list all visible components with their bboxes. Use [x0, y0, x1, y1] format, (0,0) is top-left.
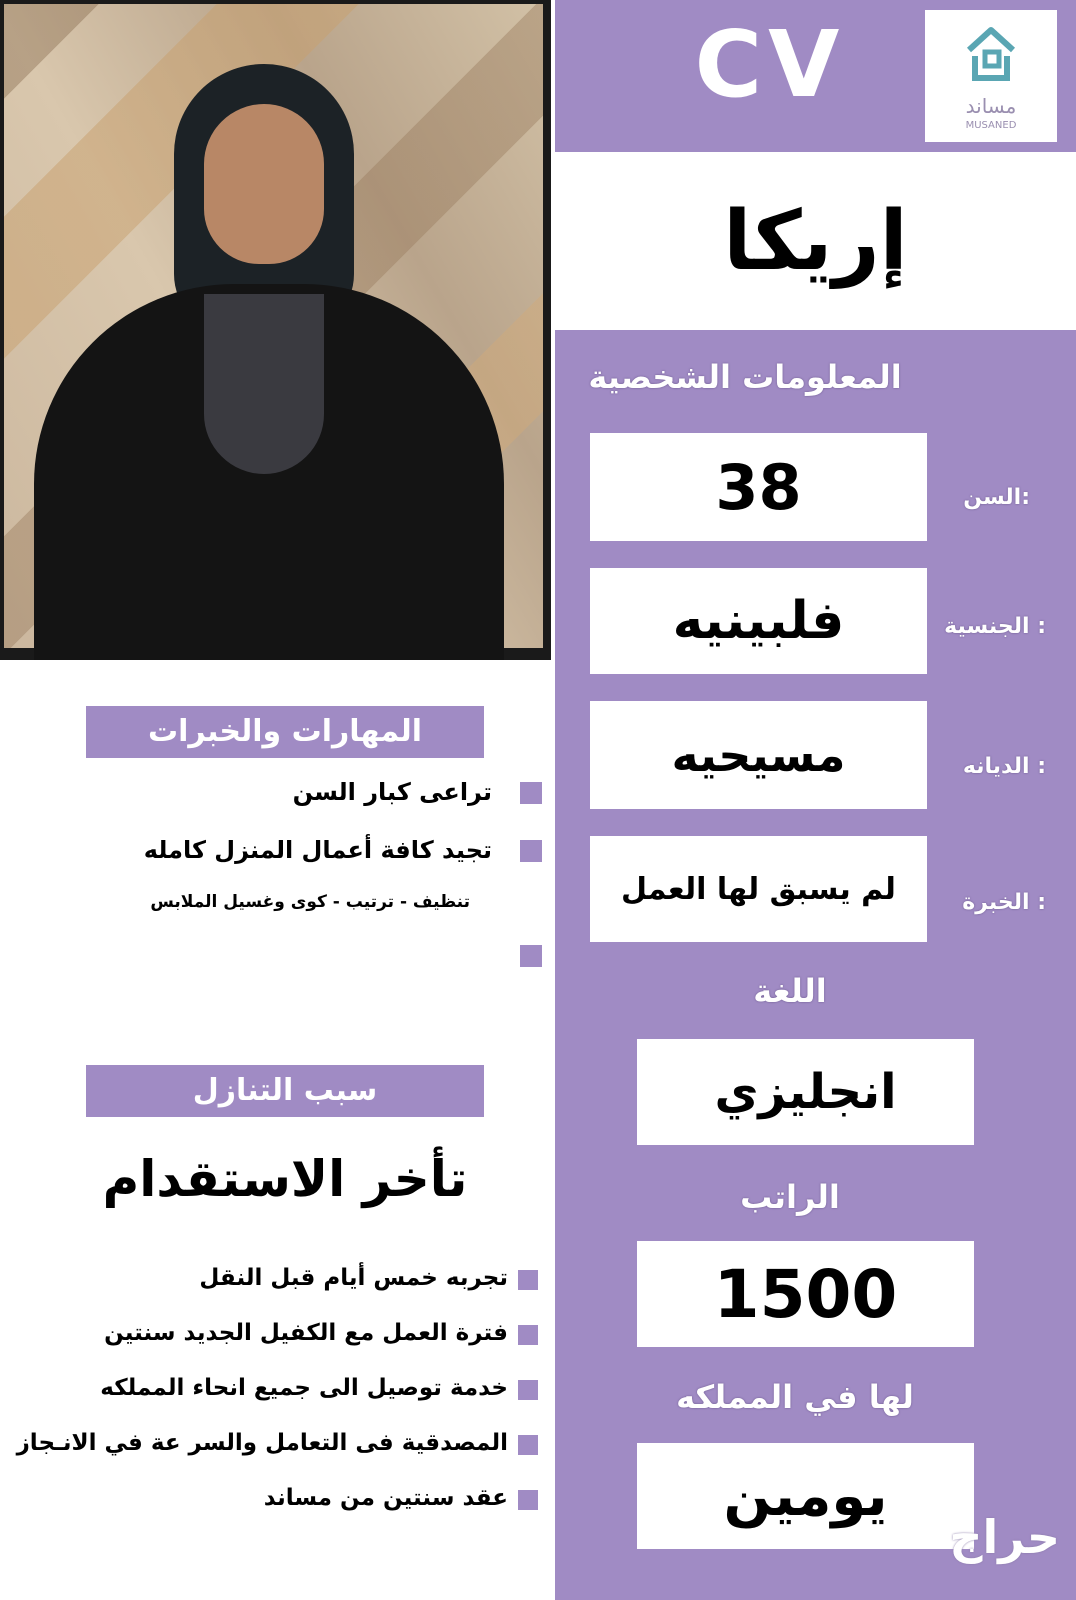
- cv-title: CV: [694, 11, 846, 118]
- logo-latin: MUSANED: [965, 120, 1017, 131]
- haraj-watermark: حراج: [949, 1510, 1060, 1564]
- musaned-logo: [925, 10, 1057, 142]
- skill-sub-note: تنظيف - ترتيب - كوى وغسيل الملابس: [150, 892, 470, 912]
- experience-box: [590, 836, 927, 942]
- musaned-logo-icon: [961, 22, 1021, 84]
- salary-heading: الراتب: [740, 1178, 840, 1216]
- experience-value: لم يسبق لها العمل: [621, 871, 896, 907]
- language-heading: اللغة: [753, 972, 827, 1010]
- language-box: [637, 1039, 974, 1145]
- feature-bullet: [518, 1380, 538, 1400]
- experience-label: الخبرة :: [962, 890, 1046, 915]
- feature-item: عقد سنتين من مساند: [263, 1485, 508, 1511]
- feature-bullet: [518, 1325, 538, 1345]
- feature-item: تجربه خمس أيام قبل النقل: [199, 1265, 508, 1291]
- in-kingdom-heading: لها في المملكه: [676, 1378, 914, 1416]
- skill-bullet: [520, 840, 542, 862]
- waiver-reason: تأخر الاستقدام: [102, 1150, 468, 1208]
- skill-bullet: [520, 782, 542, 804]
- feature-bullet: [518, 1435, 538, 1455]
- skills-heading: المهارات والخبرات: [86, 706, 484, 758]
- nationality-box: [590, 568, 927, 674]
- nationality-value: فلبينيه: [672, 591, 845, 651]
- skill-bullet-empty: [520, 945, 542, 967]
- religion-value: مسيحيه: [671, 728, 846, 782]
- in-kingdom-value: يومين: [723, 1463, 888, 1529]
- feature-item: فترة العمل مع الكفيل الجديد سنتين: [104, 1320, 508, 1346]
- salary-box: [637, 1241, 974, 1347]
- profile-photo: [0, 0, 551, 660]
- logo-arabic: مساند: [965, 94, 1017, 118]
- candidate-name: إريكا: [723, 193, 908, 289]
- religion-label-text: الديانه :: [962, 754, 1046, 779]
- feature-bullet: [518, 1490, 538, 1510]
- age-label: السن:: [963, 485, 1030, 510]
- skill-item-elderly: تراعى كبار السن: [292, 778, 492, 806]
- waiver-heading: سبب التنازل: [86, 1065, 484, 1117]
- feature-item: خدمة توصيل الى جميع انحاء المملكه: [100, 1375, 508, 1401]
- language-value: انجليزي: [714, 1064, 897, 1120]
- salary-value: 1500: [713, 1255, 898, 1333]
- nationality-label: الجنسية :: [944, 614, 1046, 639]
- feature-item: المصدقية فى التعامل والسر عة في الانـجاز: [16, 1430, 508, 1456]
- religion-box: [590, 701, 927, 809]
- feature-bullet: [518, 1270, 538, 1290]
- name-box: [555, 152, 1076, 330]
- personal-info-heading: المعلومات الشخصية: [588, 358, 902, 396]
- skill-item-housework: تجيد كافة أعمال المنزل كامله: [143, 836, 492, 864]
- age-box: [590, 433, 927, 541]
- age-value: 38: [715, 450, 802, 524]
